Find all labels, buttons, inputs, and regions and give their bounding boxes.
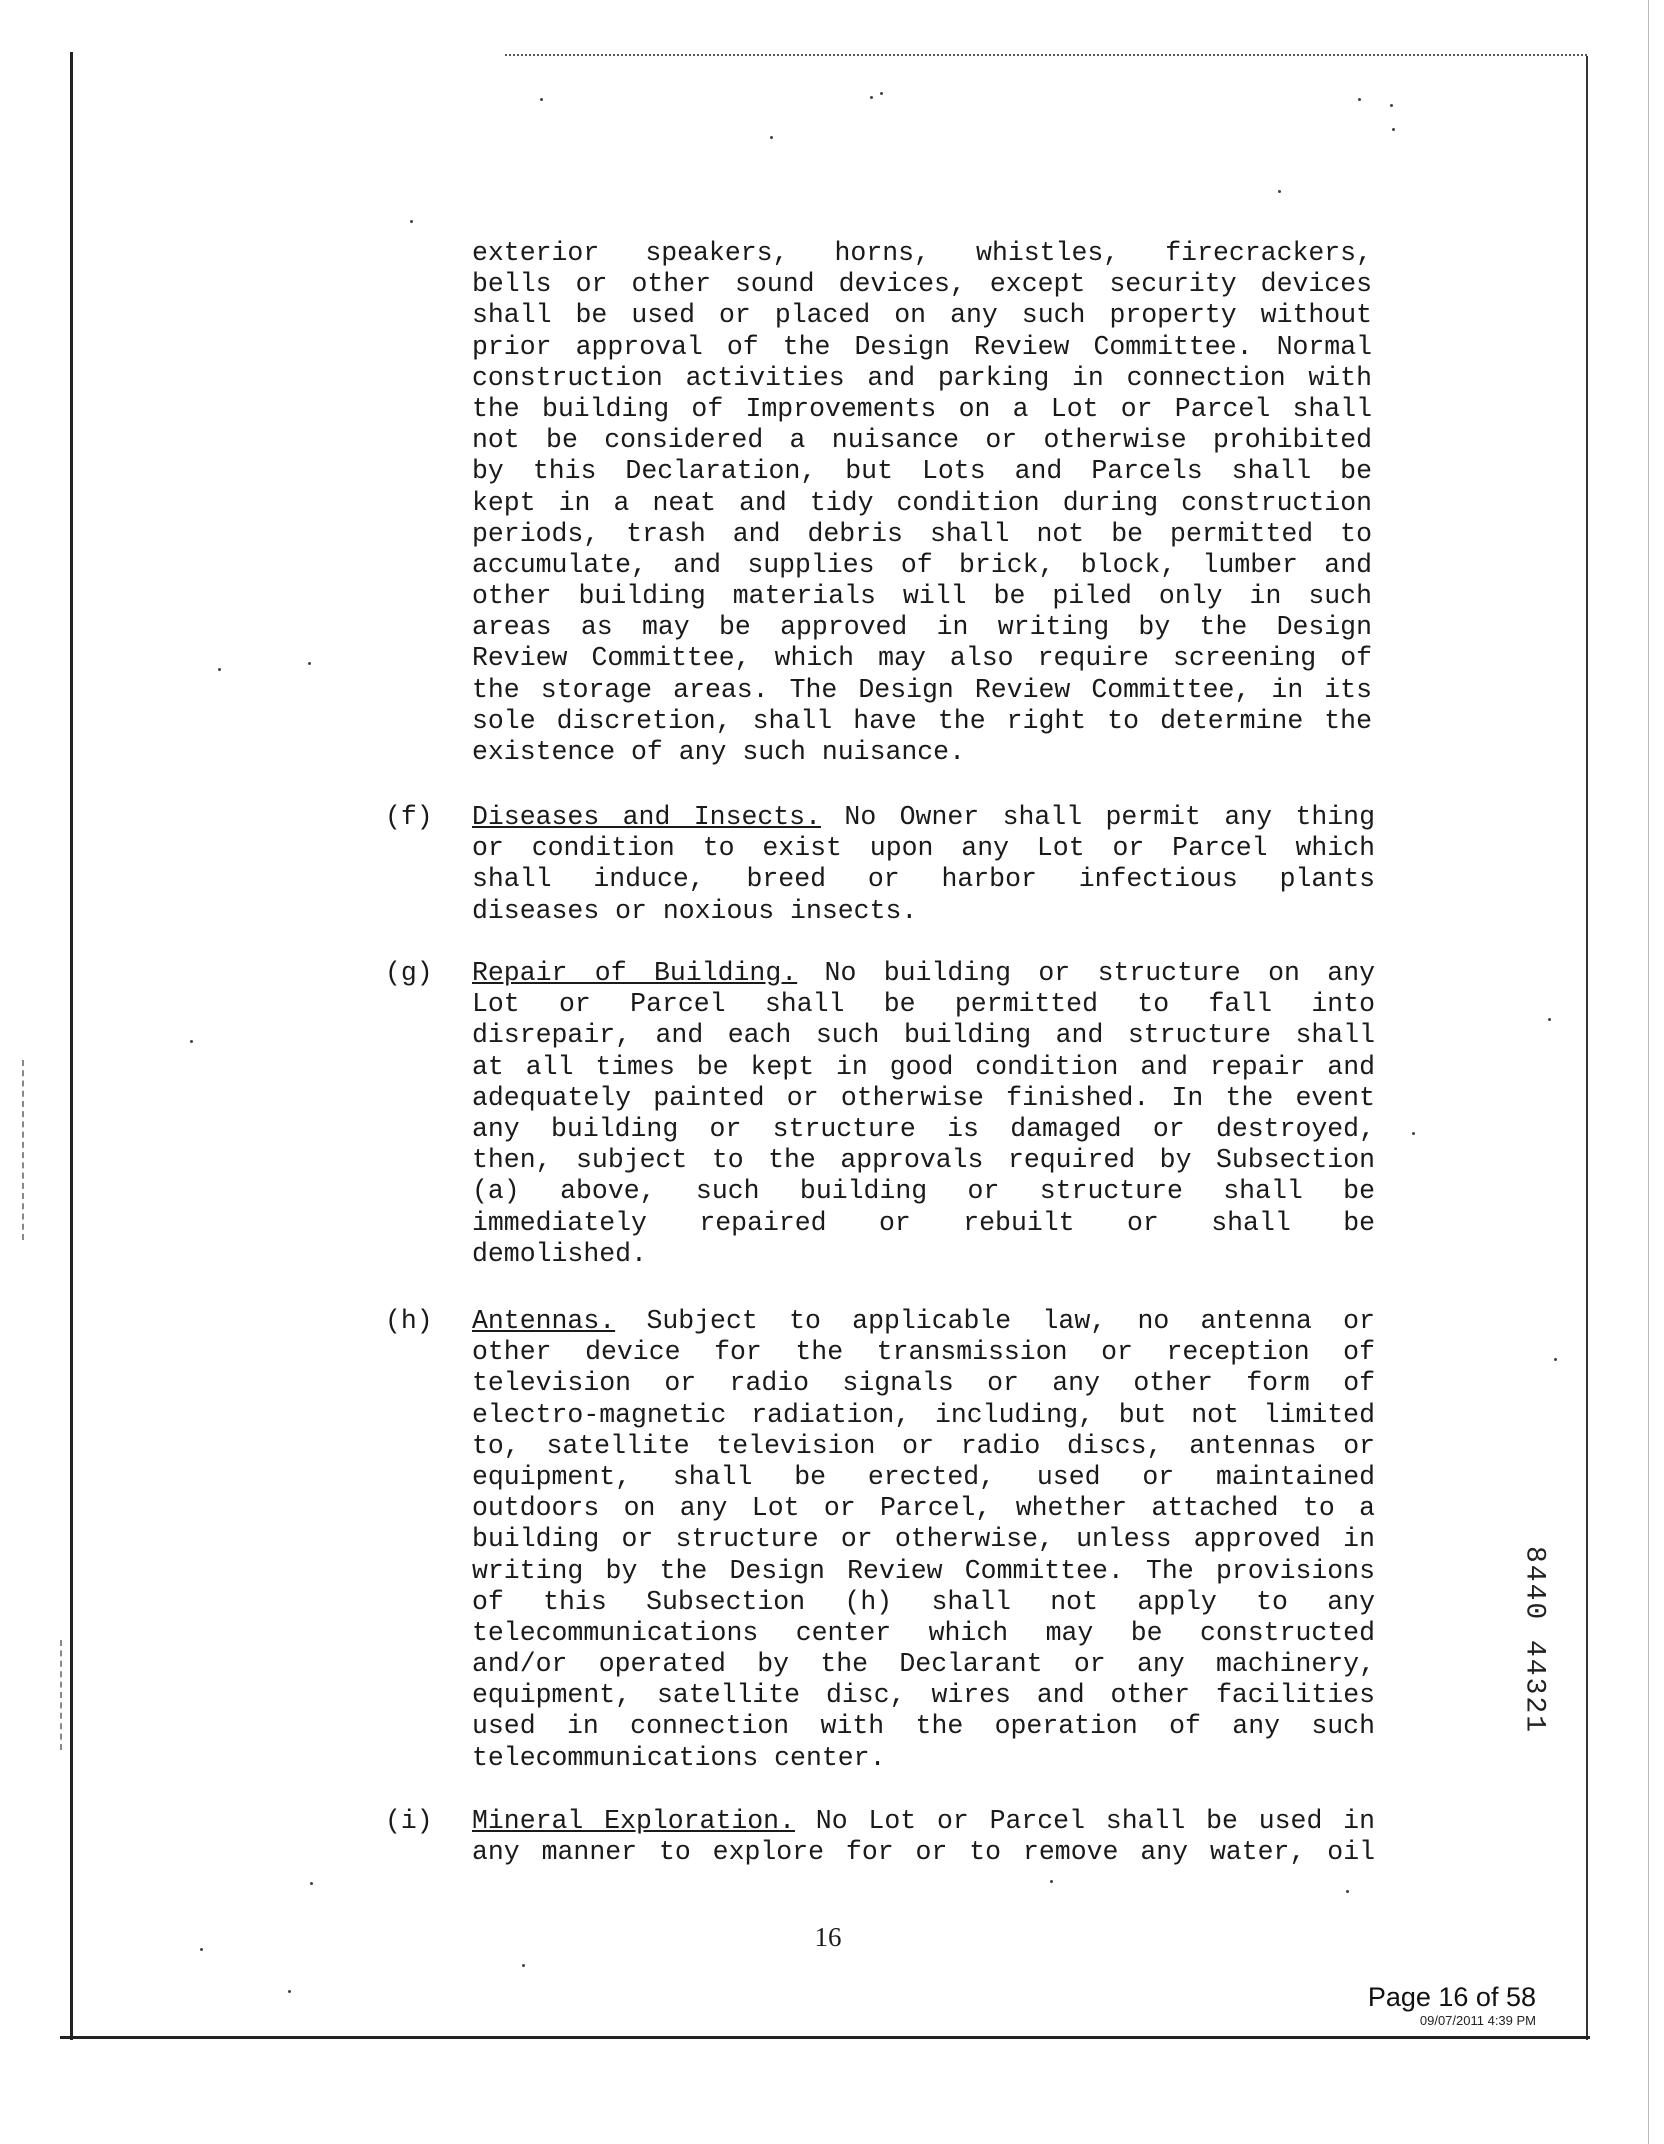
text-line: to, satellite television or radio discs, antennas or xyxy=(472,1430,1375,1461)
scan-speck xyxy=(410,220,413,223)
scan-speck xyxy=(200,1948,203,1951)
text-line: shall be used or placed on any such property without xyxy=(472,300,1372,331)
subsection-body xyxy=(472,1306,1375,1774)
scan-speck xyxy=(540,98,543,101)
scan-speck xyxy=(288,1990,291,1993)
subsection-marker: (h) xyxy=(385,1306,433,1336)
subsection-body xyxy=(472,1806,1375,1868)
text-line: and/or operated by the Declarant or any machinery, xyxy=(472,1649,1375,1680)
subsection-marker: (i) xyxy=(385,1806,433,1836)
subsection-heading: Mineral Exploration. xyxy=(472,1806,795,1836)
scan-speck xyxy=(1390,104,1393,107)
scan-speck xyxy=(1050,1880,1053,1883)
scan-speck xyxy=(1548,1018,1551,1021)
text-line: or condition to exist upon any Lot or Parcel which xyxy=(472,833,1375,864)
scan-edge-right xyxy=(1648,0,1649,2144)
text-line: telecommunications center which may be constructed xyxy=(472,1617,1375,1648)
text-line: (a) above, such building or structure shall be xyxy=(472,1176,1375,1207)
text-line: bells or other sound devices, except security devices xyxy=(472,269,1372,300)
text-line: kept in a neat and tidy condition during construction xyxy=(472,487,1372,518)
text-line xyxy=(472,1806,1375,1837)
text-line: of this Subsection (h) shall not apply to any xyxy=(472,1586,1375,1617)
scan-edge-mark xyxy=(22,1060,24,1240)
subsection-marker: (f) xyxy=(385,802,433,832)
text-line: the storage areas. The Design Review Committee, in its xyxy=(472,674,1372,705)
continuation-paragraph xyxy=(472,238,1372,768)
text-line: existence of any such nuisance. xyxy=(472,737,965,767)
text-line: sole discretion, shall have the right to determine the xyxy=(472,705,1372,736)
text-line xyxy=(472,1306,1375,1337)
text-run: No Lot or Parcel shall be used in xyxy=(815,1806,1375,1836)
text-line: television or radio signals or any other form of xyxy=(472,1368,1375,1399)
scan-speck xyxy=(522,1964,525,1967)
text-line: areas as may be approved in writing by the Design xyxy=(472,612,1372,643)
subsection-heading: Diseases and Insects. xyxy=(472,802,821,832)
scan-speck xyxy=(880,92,883,95)
subsection-heading: Repair of Building. xyxy=(472,958,798,988)
text-run: No Owner shall permit any thing xyxy=(844,802,1375,832)
footer-page-label: Page 16 of 58 xyxy=(1367,1982,1536,2012)
text-line: periods, trash and debris shall not be permitted to xyxy=(472,518,1372,549)
text-line: Review Committee, which may also require screening of xyxy=(472,643,1372,674)
text-line: by this Declaration, but Lots and Parcels shall be xyxy=(472,456,1372,487)
text-line xyxy=(472,958,1375,989)
text-line: equipment, shall be erected, used or maintained xyxy=(472,1461,1375,1492)
text-line: telecommunications center. xyxy=(472,1742,886,1773)
text-line: disrepair, and each such building and structure shall xyxy=(472,1020,1375,1051)
text-line: construction activities and parking in connection with xyxy=(472,362,1372,393)
text-line: immediately repaired or rebuilt or shall be xyxy=(472,1207,1375,1238)
scan-speck xyxy=(1554,1358,1557,1361)
text-line: exterior speakers, horns, whistles, firecrackers, xyxy=(472,238,1372,268)
text-line: diseases or noxious insects. xyxy=(472,895,918,926)
scan-frame-bottom xyxy=(60,2036,1590,2039)
scan-speck xyxy=(870,96,873,99)
text-line: writing by the Design Review Committee. The provisions xyxy=(472,1555,1375,1586)
text-line: other device for the transmission or reception of xyxy=(472,1337,1375,1368)
text-run: Subject to applicable law, no antenna or xyxy=(646,1306,1375,1336)
page-number: 16 xyxy=(814,1922,842,1952)
text-line: prior approval of the Design Review Committee. Normal xyxy=(472,331,1372,362)
scan-speck xyxy=(308,662,311,665)
text-line: used in connection with the operation of any such xyxy=(472,1711,1375,1742)
footer-timestamp: 09/07/2011 4:39 PM xyxy=(1419,2013,1536,2028)
text-line: not be considered a nuisance or otherwise prohibited xyxy=(472,425,1372,456)
scan-speck xyxy=(1278,190,1281,193)
scan-speck xyxy=(1412,1132,1415,1135)
text-line: adequately painted or otherwise finished. In the event xyxy=(472,1082,1375,1113)
scan-frame-left xyxy=(70,52,73,2040)
text-line: then, subject to the approvals required by Subsection xyxy=(472,1145,1375,1176)
text-run: No building or structure on any xyxy=(824,958,1375,988)
scan-frame-right xyxy=(1586,56,1588,2040)
subsection-marker: (g) xyxy=(385,958,433,988)
scan-speck xyxy=(1346,1890,1349,1893)
text-line xyxy=(472,802,1375,833)
text-line: shall induce, breed or harbor infectious plants xyxy=(472,864,1375,895)
scan-speck xyxy=(310,1882,313,1885)
scan-speck xyxy=(190,1040,193,1043)
scan-speck xyxy=(1392,128,1395,131)
text-line: equipment, satellite disc, wires and other facilities xyxy=(472,1680,1375,1711)
text-line: electro-magnetic radiation, including, but not limited xyxy=(472,1399,1375,1430)
text-line: outdoors on any Lot or Parcel, whether attached to a xyxy=(472,1493,1375,1524)
text-line: accumulate, and supplies of brick, block, lumber and xyxy=(472,549,1372,580)
subsection-body xyxy=(472,802,1375,927)
text-line: the building of Improvements on a Lot or Parcel shall xyxy=(472,393,1372,424)
recording-stamp xyxy=(1518,1510,1550,1770)
text-line: other building materials will be piled only in such xyxy=(472,581,1372,612)
text-line: building or structure or otherwise, unless approved in xyxy=(472,1524,1375,1555)
subsection-heading: Antennas. xyxy=(472,1306,616,1336)
text-line: at all times be kept in good condition and repair and xyxy=(472,1051,1375,1082)
text-line: Lot or Parcel shall be permitted to fall into xyxy=(472,989,1375,1020)
text-line: any building or structure is damaged or destroyed, xyxy=(472,1113,1375,1144)
text-line: any manner to explore for or to remove any water, oil xyxy=(472,1837,1375,1868)
subsection-body xyxy=(472,958,1375,1270)
scan-frame-top xyxy=(505,54,1587,56)
scan-speck xyxy=(770,136,773,139)
scan-edge-mark xyxy=(60,1640,62,1750)
scan-speck xyxy=(218,668,221,671)
scan-speck xyxy=(1358,98,1361,101)
text-line: demolished. xyxy=(472,1238,647,1269)
recording-stamp-text: 8440 44321 xyxy=(1518,1545,1550,1735)
